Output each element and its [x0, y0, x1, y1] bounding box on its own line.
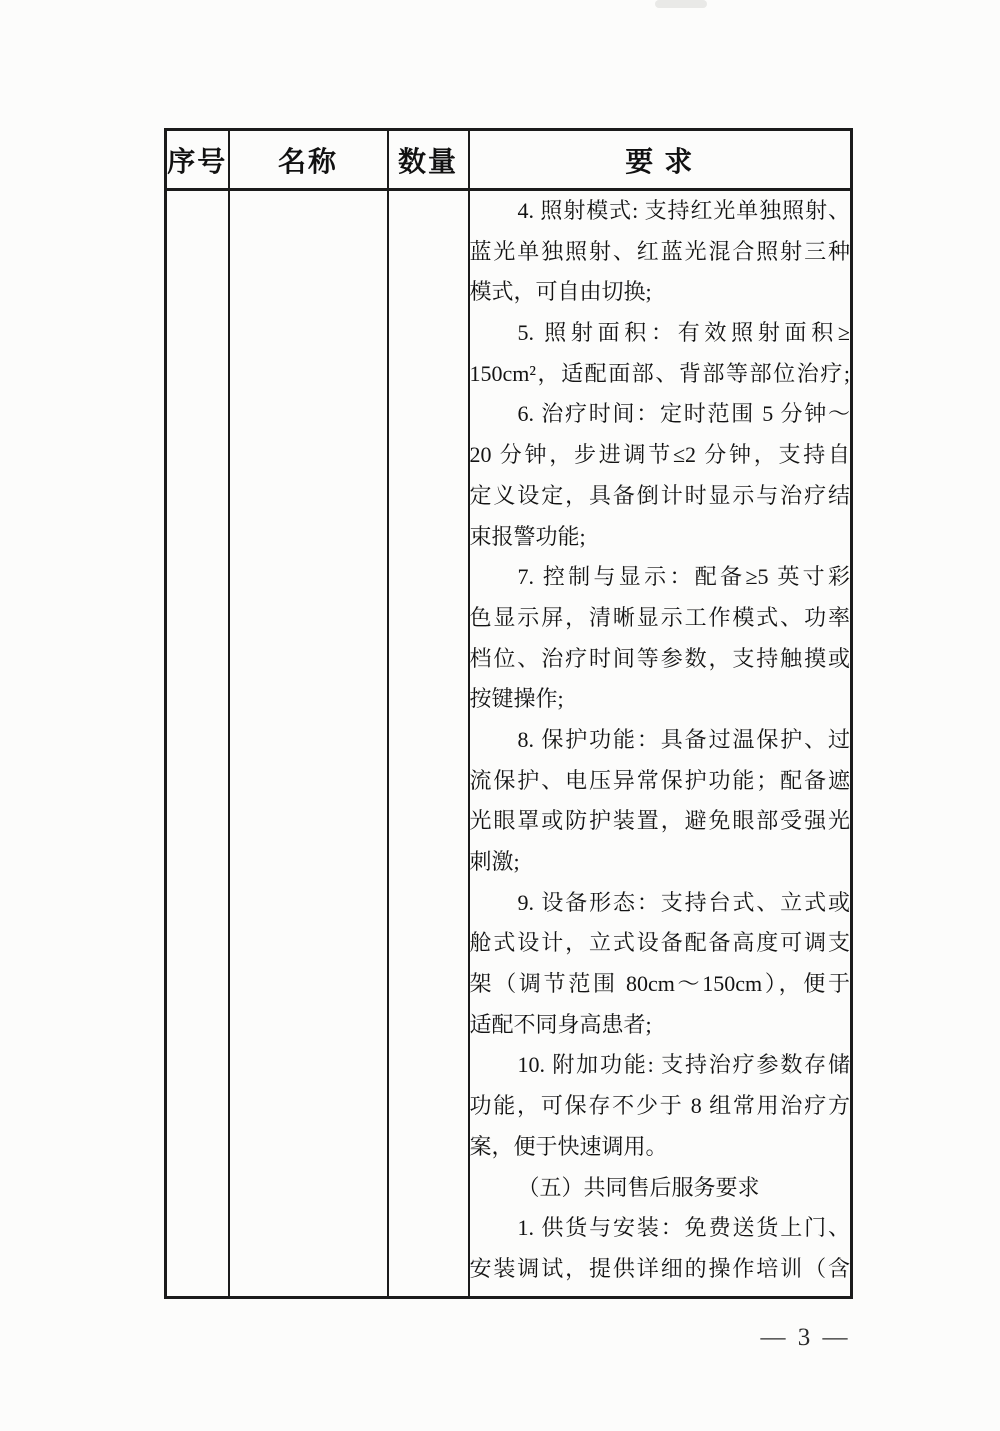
- table-row: [166, 190, 852, 1298]
- requirement-line: 20 分钟，步进调节≤2 分钟，支持自: [469, 442, 850, 468]
- requirement-line: 安装调试，提供详细的操作培训（含: [469, 1255, 850, 1281]
- requirement-line: 色显示屏，清晰显示工作模式、功率: [469, 604, 850, 630]
- cell-quantity: [388, 190, 469, 1298]
- table-header-row: [166, 130, 852, 190]
- column-header-quantity: 数量: [388, 130, 469, 190]
- requirement-line: 架（调节范围 80cm～150cm），便于: [469, 971, 850, 997]
- requirement-line: 10. 附加功能: 支持治疗参数存储: [517, 1052, 850, 1078]
- cell-name: [229, 190, 388, 1298]
- requirement-line: 按键操作;: [469, 686, 564, 712]
- requirement-line: 束报警功能;: [469, 523, 586, 549]
- requirement-line: 9. 设备形态：支持台式、立式或: [517, 889, 850, 915]
- requirement-line: 4. 照射模式: 支持红光单独照射、: [517, 198, 850, 223]
- cell-requirements: [469, 190, 852, 1298]
- requirements-text-block: [470, 191, 851, 1290]
- page-number: — 3 —: [760, 1324, 851, 1351]
- requirement-line: 流保护、电压异常保护功能；配备遮: [469, 767, 850, 793]
- column-header-name: 名称: [229, 130, 388, 190]
- requirement-line: 蓝光单独照射、红蓝光混合照射三种: [469, 238, 850, 264]
- requirement-line: 光眼罩或防护装置，避免眼部受强光: [469, 808, 850, 834]
- requirement-line: 1. 供货与安装：免费送货上门、: [517, 1215, 850, 1241]
- requirement-line: 适配不同身高患者;: [469, 1011, 652, 1037]
- requirement-line: 模式，可自由切换;: [469, 279, 652, 305]
- column-header-requirements: 要 求: [469, 130, 852, 190]
- cell-serial: [166, 190, 229, 1298]
- requirement-line: 5. 照射面积：有效照射面积≥: [517, 320, 850, 346]
- requirement-line: （五）共同售后服务要求: [517, 1174, 760, 1200]
- requirement-line: 档位、治疗时间等参数，支持触摸或: [469, 645, 850, 671]
- requirement-line: 8. 保护功能：具备过温保护、过: [517, 726, 850, 752]
- requirement-line: 6. 治疗时间：定时范围 5 分钟～: [517, 401, 850, 427]
- scan-artifact: [655, 0, 707, 8]
- requirement-line: 定义设定，具备倒计时显示与治疗结: [469, 482, 850, 508]
- requirement-line: 功能，可保存不少于 8 组常用治疗方: [469, 1093, 850, 1119]
- requirement-line: 案，便于快速调用。: [469, 1133, 668, 1159]
- requirement-line: 150cm²，适配面部、背部等部位治疗;: [469, 360, 850, 386]
- requirements-table: [164, 128, 853, 1299]
- requirement-line: 7. 控制与显示：配备≥5 英寸彩: [517, 564, 850, 590]
- requirement-line: 刺激;: [469, 849, 520, 874]
- column-header-serial: 序号: [166, 130, 229, 190]
- requirement-line: 舱式设计，立式设备配备高度可调支: [469, 930, 850, 956]
